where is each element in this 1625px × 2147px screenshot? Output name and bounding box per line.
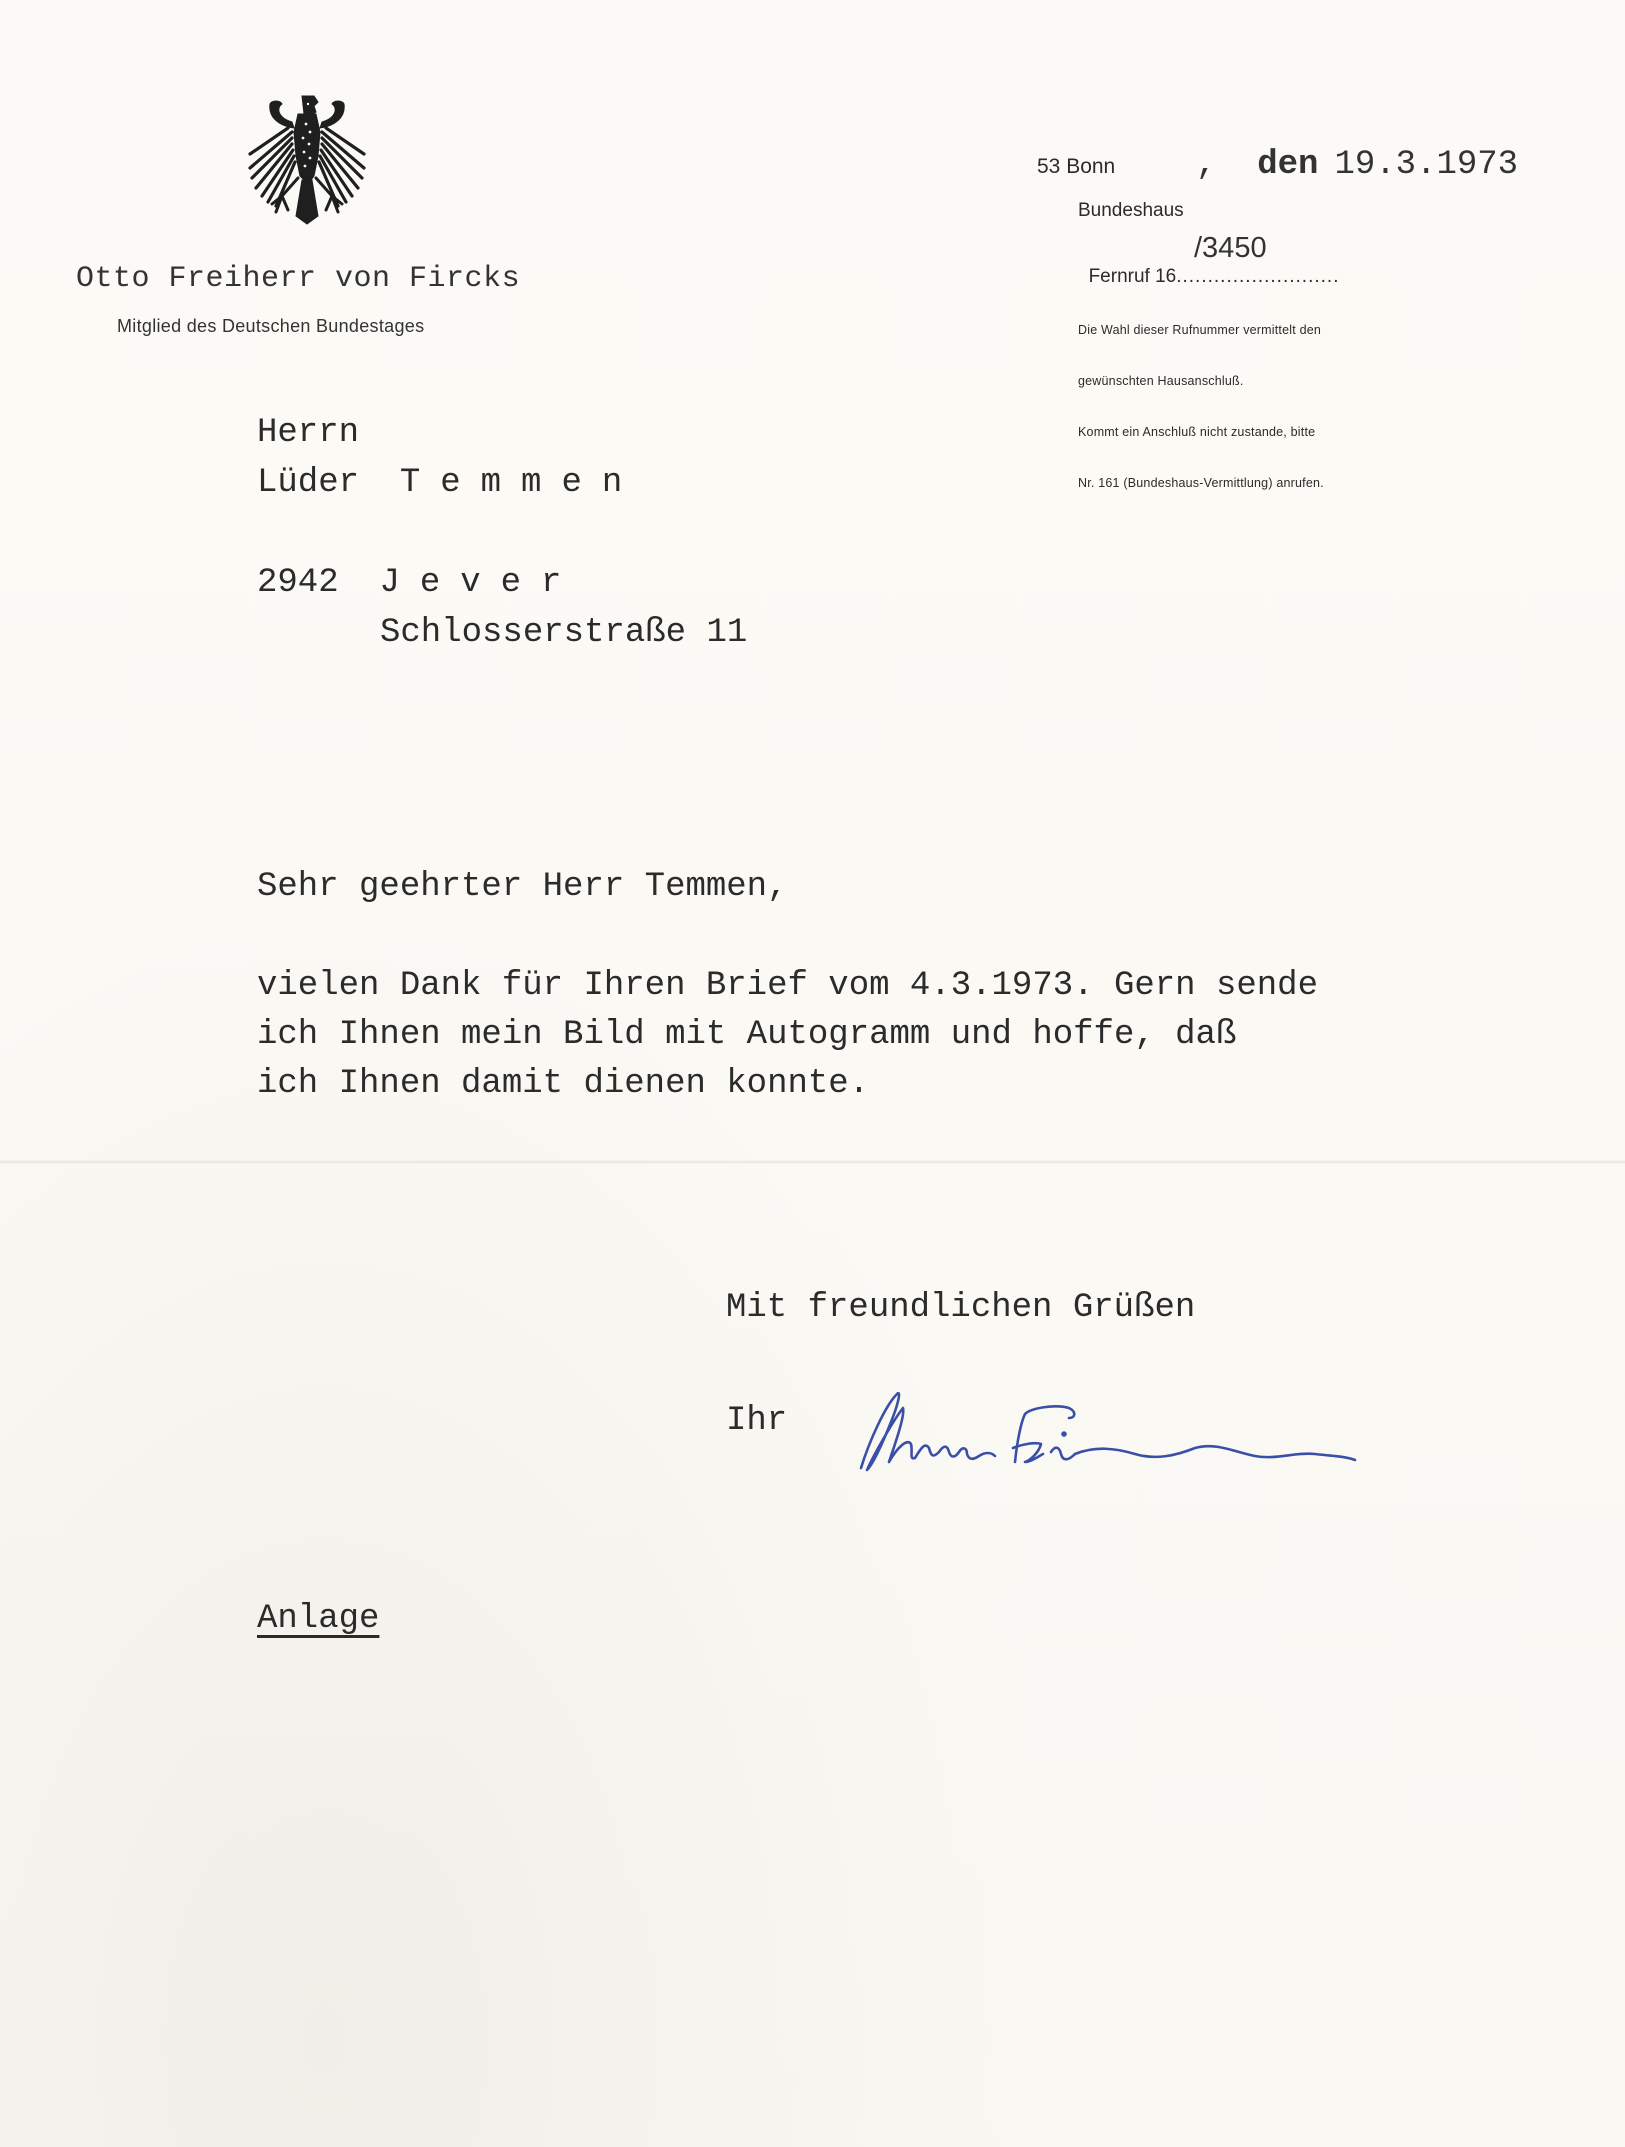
date-word: den — [1257, 146, 1319, 184]
phone-note-line: gewünschten Hausanschluß. — [1078, 374, 1244, 388]
sender-title: Mitglied des Deutschen Bundestages — [117, 316, 425, 336]
recipient-city: Jever — [379, 564, 582, 602]
phone-note-line: Kommt ein Anschluß nicht zustande, bitte — [1078, 425, 1316, 439]
recipient-street: Schlosserstraße 11 — [380, 614, 748, 652]
paper-fold-line — [0, 1160, 1625, 1164]
federal-eagle-icon — [236, 92, 378, 230]
date-value: 19.3.1973 — [1334, 146, 1519, 184]
building-name: Bundeshaus — [1078, 200, 1184, 221]
recipient-first-name: Lüder — [257, 464, 360, 502]
sender-name: Otto Freiherr von Fircks — [76, 262, 521, 296]
recipient-salutation: Herrn — [257, 414, 360, 452]
phone-label: Fernruf 16 — [1088, 266, 1177, 287]
recipient-last-name: Temmen — [399, 464, 643, 502]
greeting: Sehr geehrter Herr Temmen, — [257, 868, 788, 906]
recipient-postal-code: 2942 — [257, 564, 339, 602]
phone-dots: .......................... — [1176, 266, 1340, 287]
phone-extension: /3450 — [1194, 232, 1267, 264]
closing-yours: Ihr — [726, 1402, 788, 1440]
letter-date — [1196, 146, 1518, 184]
phone-note-line: Nr. 161 (Bundeshaus-Vermittlung) anrufen. — [1078, 476, 1324, 490]
body-line: ich Ihnen damit dienen konnte. — [257, 1065, 870, 1103]
enclosure-label: Anlage — [257, 1600, 380, 1638]
phone-note-line: Die Wahl dieser Rufnummer vermittelt den — [1078, 323, 1322, 337]
recipient-name — [257, 464, 642, 502]
phone-notes — [1078, 288, 1324, 509]
recipient-city-line — [257, 564, 581, 602]
body-line: vielen Dank für Ihren Brief vom 4.3.1973. Gern sende — [257, 967, 1318, 1005]
handwritten-signature — [855, 1382, 1365, 1482]
closing-regards: Mit freundlichen Grüßen — [726, 1289, 1196, 1327]
date-comma: , — [1196, 146, 1217, 184]
body-line: ich Ihnen mein Bild mit Autogramm und hoffe, daß — [257, 1016, 1237, 1054]
place-prefix: 53 Bonn — [1037, 155, 1116, 178]
